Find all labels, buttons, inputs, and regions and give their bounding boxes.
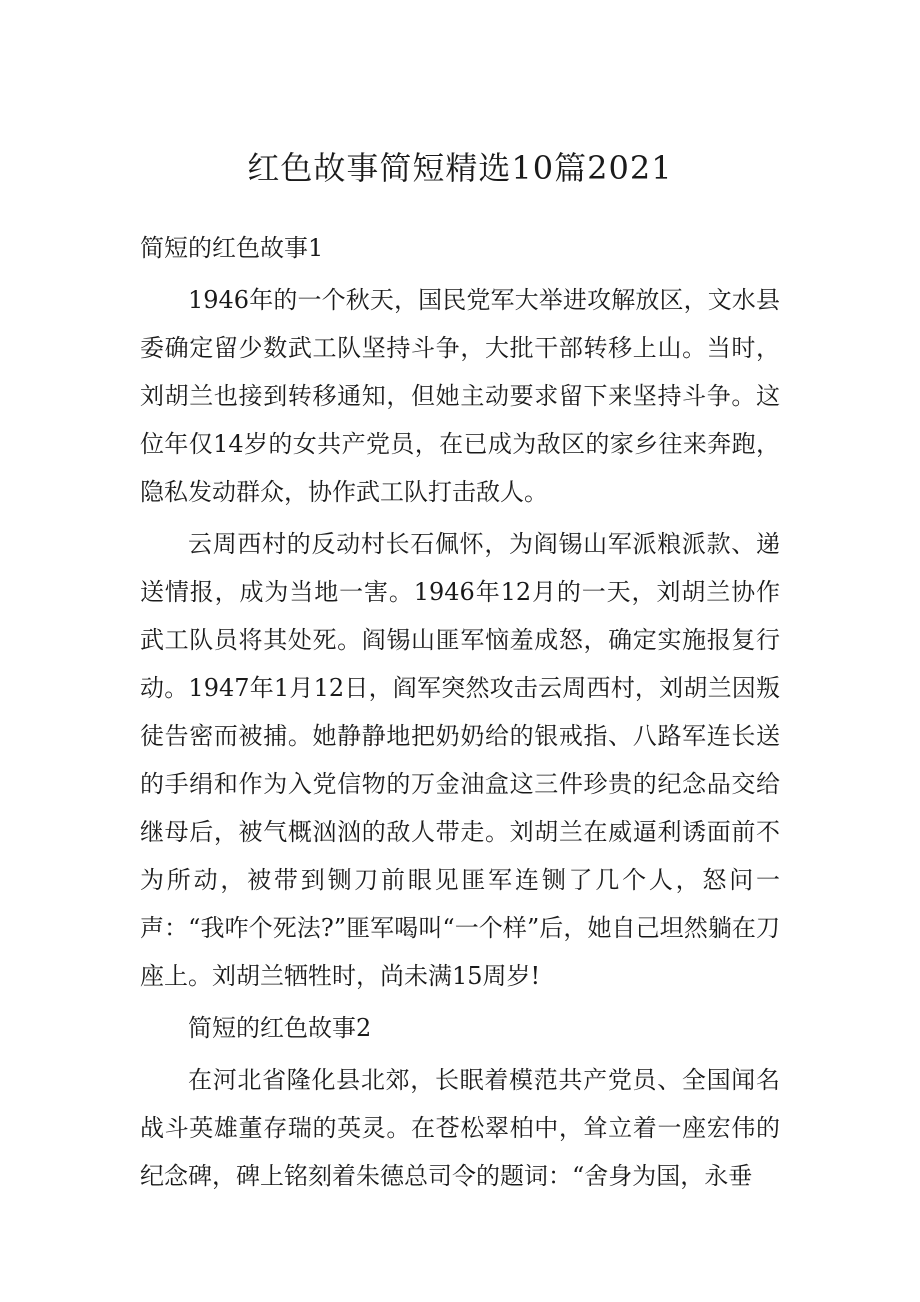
story-2-paragraph-1: 在河北省隆化县北郊，长眠着模范共产党员、全国闻名战斗英雄董存瑞的英灵。在苍松翠柏中，耸立着一座宏伟的纪念碑，碑上铭刻着朱德总司令的题词：“舍身为国，永垂 (140, 1066, 780, 1190)
section-heading-2: 简短的红色故事2 (188, 1014, 372, 1042)
document-title: 红色故事简短精选10篇2021 (247, 149, 673, 187)
story-1-paragraph-1: 1946年的一个秋天，国民党军大举进攻解放区，文水县委确定留少数武工队坚持斗争，大批干部转移上山。当时，刘胡兰也接到转移通知，但她主动要求留下来坚持斗争。这位年仅14岁的女共产党员，在已成为敌区的家乡往来奔跑，隐私发动群众，协作武工队打击敌人。 (140, 286, 780, 506)
document-body (140, 224, 780, 1200)
story-1-paragraph-2: 云周西村的反动村长石佩怀，为阎锡山军派粮派款、递送情报，成为当地一害。1946年12月的一天，刘胡兰协作武工队员将其处死。阎锡山匪军恼羞成怒，确定实施报复行动。1947年1月12日，阎军突然攻击云周西村，刘胡兰因叛徒告密而被捕。她静静地把奶奶给的银戒指、八路军连长送的手绢和作为入党信物的万金油盒这三件珍贵的纪念品交给继母后，被气概汹汹的敌人带走。刘胡兰在威逼利诱面前不为所动，被带到铡刀前眼见匪军连铡了几个人，怒问一声：“我咋个死法?”匪军喝叫“一个样”后，她自己坦然躺在刀座上。刘胡兰牺牲时，尚未满15周岁! (140, 530, 780, 990)
section-heading-1: 简短的红色故事1 (140, 234, 324, 262)
